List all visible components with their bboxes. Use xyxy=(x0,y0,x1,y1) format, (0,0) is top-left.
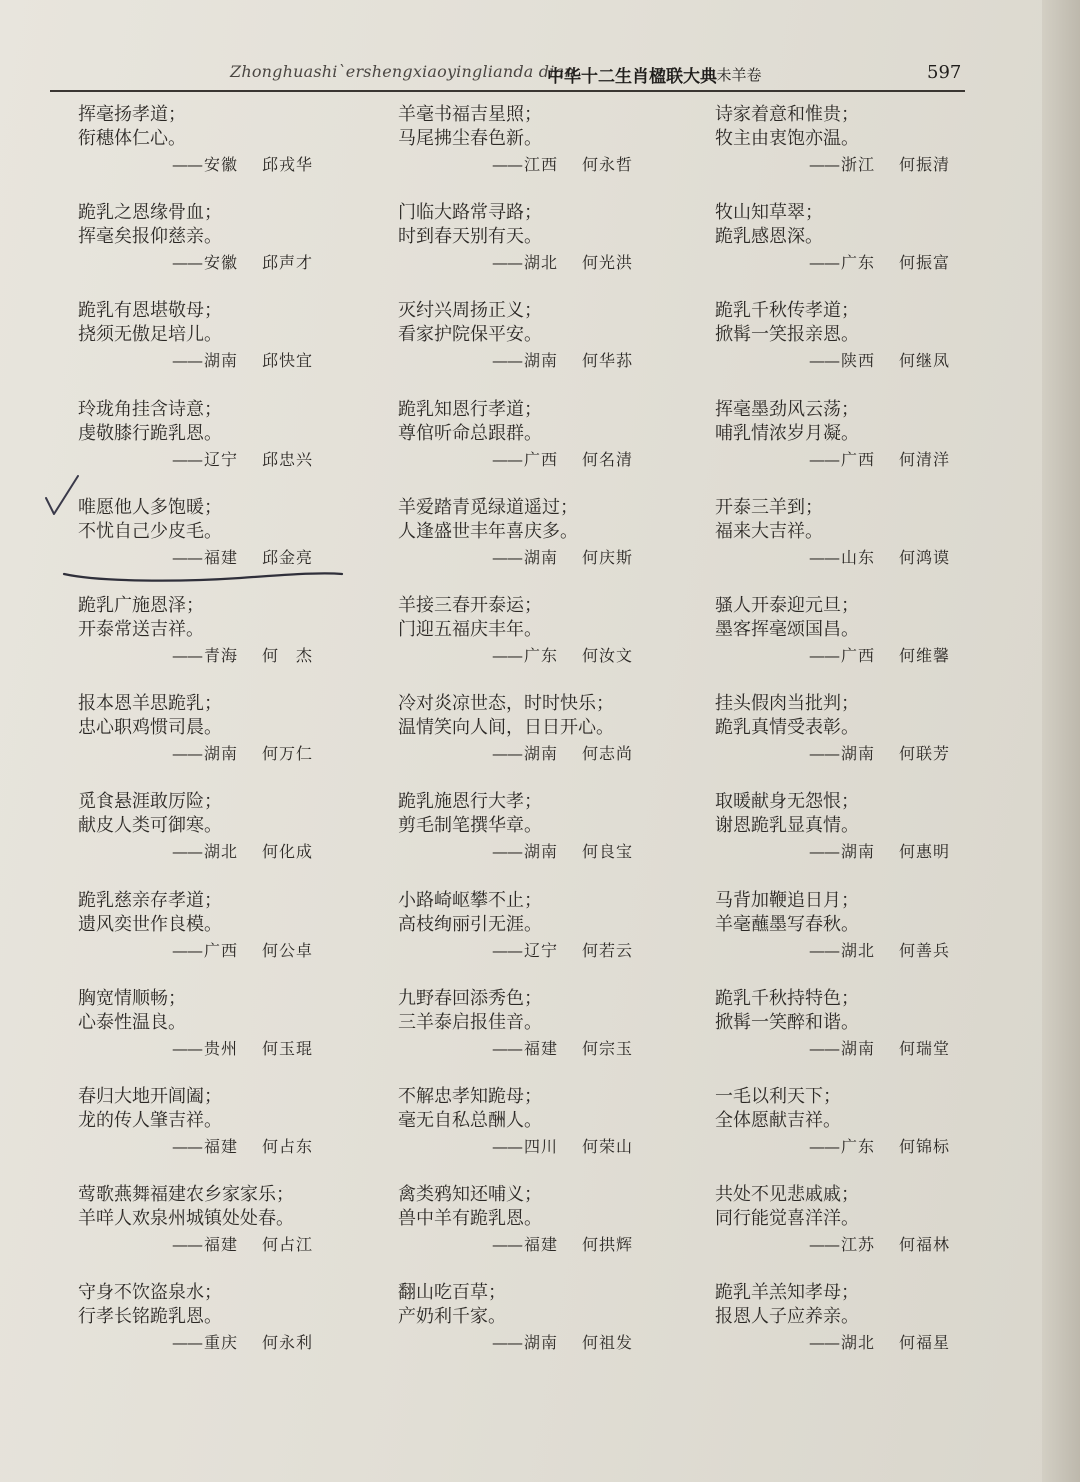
couplet-entry xyxy=(715,103,1035,193)
author-name: 邱快宜 xyxy=(262,351,314,370)
couplet-entry xyxy=(715,692,1035,782)
attribution-dash: —— xyxy=(809,1137,839,1156)
author-province: 福建 xyxy=(204,548,239,567)
author-name: 何良宝 xyxy=(582,842,634,861)
attribution-dash: —— xyxy=(172,1039,202,1058)
couplet-attribution xyxy=(172,448,313,472)
couplet-attribution xyxy=(172,349,313,373)
author-province: 福建 xyxy=(204,1137,239,1156)
couplet-line-second: 高枝绚丽引无涯。 xyxy=(398,914,542,935)
couplet-entry xyxy=(398,987,718,1077)
author-name: 何名清 xyxy=(582,450,634,469)
couplet-entry xyxy=(398,201,718,291)
couplet-line-second: 掀髯一笑报亲恩。 xyxy=(715,324,859,345)
author-name: 何振清 xyxy=(899,155,951,174)
author-province: 山东 xyxy=(841,548,876,567)
author-province: 安徽 xyxy=(204,253,239,272)
couplet-attribution xyxy=(492,251,633,275)
couplet-line-first: 玲珑角挂含诗意； xyxy=(78,399,222,420)
couplet-line-first: 守身不饮盗泉水； xyxy=(78,1282,222,1303)
author-name: 何宗玉 xyxy=(582,1039,634,1058)
couplet-entry xyxy=(715,1085,1035,1175)
author-name: 邱忠兴 xyxy=(262,450,314,469)
couplet-attribution xyxy=(809,448,950,472)
couplet-entry xyxy=(78,889,398,979)
attribution-dash: —— xyxy=(809,1235,839,1254)
author-province: 广西 xyxy=(841,646,876,665)
couplet-line-second: 羊毫蘸墨写春秋。 xyxy=(715,914,859,935)
author-province: 福建 xyxy=(204,1235,239,1254)
couplet-line-second: 掀髯一笑醉和谐。 xyxy=(715,1012,859,1033)
couplet-entry xyxy=(78,790,398,880)
couplet-line-second: 马尾拂尘春色新。 xyxy=(398,128,542,149)
couplet-line-second: 兽中羊有跪乳恩。 xyxy=(398,1208,542,1229)
author-name: 何善兵 xyxy=(899,941,951,960)
couplet-line-first: 莺歌燕舞福建农乡家家乐； xyxy=(78,1184,294,1205)
couplet-attribution xyxy=(809,840,950,864)
couplet-line-second: 门迎五福庆丰年。 xyxy=(398,619,542,640)
couplet-line-second: 行孝长铭跪乳恩。 xyxy=(78,1306,222,1327)
author-name: 何占东 xyxy=(262,1137,314,1156)
couplet-attribution xyxy=(172,153,313,177)
couplet-entry xyxy=(398,692,718,782)
author-province: 陕西 xyxy=(841,351,876,370)
couplet-line-first: 跪乳知恩行孝道； xyxy=(398,399,542,420)
author-name: 何锦标 xyxy=(899,1137,951,1156)
author-province: 贵州 xyxy=(204,1039,239,1058)
couplet-attribution xyxy=(809,153,950,177)
couplet-line-second: 人逢盛世丰年喜庆多。 xyxy=(398,521,578,542)
couplet-attribution xyxy=(809,939,950,963)
couplet-entry xyxy=(398,889,718,979)
couplet-line-second: 跪乳真情受表彰。 xyxy=(715,717,859,738)
author-province: 福建 xyxy=(524,1039,559,1058)
couplet-line-second: 心泰性温良。 xyxy=(78,1012,186,1033)
couplet-line-second: 三羊泰启报佳音。 xyxy=(398,1012,542,1033)
couplet-attribution xyxy=(809,1037,950,1061)
author-name: 何庆斯 xyxy=(582,548,634,567)
couplet-line-first: 牧山知草翠； xyxy=(715,202,823,223)
attribution-dash: —— xyxy=(172,253,202,272)
couplet-line-first: 冷对炎凉世态，时时快乐； xyxy=(398,693,614,714)
author-name: 何惠明 xyxy=(899,842,951,861)
couplet-line-first: 马背加鞭追日月； xyxy=(715,890,859,911)
author-province: 四川 xyxy=(524,1137,559,1156)
author-name: 何光洪 xyxy=(582,253,634,272)
couplet-entry xyxy=(78,987,398,1077)
couplet-line-first: 挥毫扬孝道； xyxy=(78,104,186,125)
attribution-dash: —— xyxy=(172,450,202,469)
attribution-dash: —— xyxy=(492,1137,522,1156)
couplet-line-first: 跪乳千秋传孝道； xyxy=(715,300,859,321)
author-province: 湖南 xyxy=(204,744,239,763)
couplet-line-second: 温情笑向人间，日日开心。 xyxy=(398,717,614,738)
couplet-line-first: 跪乳慈亲存孝道； xyxy=(78,890,222,911)
couplet-entry xyxy=(715,398,1035,488)
author-province: 湖北 xyxy=(841,1333,876,1352)
author-name: 何 杰 xyxy=(262,646,314,665)
couplet-attribution xyxy=(172,939,313,963)
couplet-line-second: 谢恩跪乳显真情。 xyxy=(715,815,859,836)
couplet-attribution xyxy=(172,644,313,668)
couplet-line-first: 挂头假肉当批判； xyxy=(715,693,859,714)
couplet-line-second: 时到春天别有天。 xyxy=(398,226,542,247)
author-province: 广西 xyxy=(524,450,559,469)
couplet-line-second: 跪乳感恩深。 xyxy=(715,226,823,247)
author-province: 湖南 xyxy=(524,548,559,567)
attribution-dash: —— xyxy=(172,155,202,174)
couplet-attribution xyxy=(492,448,633,472)
author-province: 湖南 xyxy=(524,842,559,861)
couplet-line-first: 羊毫书福吉星照； xyxy=(398,104,542,125)
couplet-entry xyxy=(715,1281,1035,1371)
couplet-attribution xyxy=(172,546,313,570)
couplet-line-second: 福来大吉祥。 xyxy=(715,521,823,542)
couplet-line-first: 胸宽情顺畅； xyxy=(78,988,186,1009)
couplet-entry xyxy=(398,299,718,389)
attribution-dash: —— xyxy=(492,351,522,370)
couplet-line-second: 墨客挥毫颂国昌。 xyxy=(715,619,859,640)
couplet-line-first: 取暖献身无怨恨； xyxy=(715,791,859,812)
couplet-line-second: 龙的传人肇吉祥。 xyxy=(78,1110,222,1131)
couplet-line-first: 觅食悬涯敢厉险； xyxy=(78,791,222,812)
couplet-entry xyxy=(715,496,1035,586)
author-name: 何永哲 xyxy=(582,155,634,174)
attribution-dash: —— xyxy=(172,842,202,861)
couplet-entry xyxy=(78,1085,398,1175)
attribution-dash: —— xyxy=(492,744,522,763)
couplet-line-first: 羊爱踏青觅绿道遥过； xyxy=(398,497,578,518)
author-province: 广西 xyxy=(204,941,239,960)
couplet-line-second: 挥毫矣报仰慈亲。 xyxy=(78,226,222,247)
couplet-attribution xyxy=(809,349,950,373)
author-name: 何振富 xyxy=(899,253,951,272)
couplet-line-second: 牧主由衷饱亦温。 xyxy=(715,128,859,149)
couplet-line-second: 全体愿献吉祥。 xyxy=(715,1110,841,1131)
couplet-attribution xyxy=(492,840,633,864)
couplet-attribution xyxy=(492,349,633,373)
attribution-dash: —— xyxy=(172,941,202,960)
attribution-dash: —— xyxy=(809,1333,839,1352)
couplet-line-second: 羊咩人欢泉州城镇处处春。 xyxy=(78,1208,294,1229)
couplet-line-second: 报恩人子应养亲。 xyxy=(715,1306,859,1327)
author-province: 浙江 xyxy=(841,155,876,174)
couplet-attribution xyxy=(492,939,633,963)
couplet-entry xyxy=(78,692,398,782)
couplet-line-first: 春归大地开阊阖； xyxy=(78,1086,222,1107)
couplet-attribution xyxy=(809,1331,950,1355)
author-province: 福建 xyxy=(524,1235,559,1254)
page-number: 597 xyxy=(927,62,962,83)
couplet-line-second: 虔敬膝行跪乳恩。 xyxy=(78,423,222,444)
couplet-line-first: 共处不见悲戚戚； xyxy=(715,1184,859,1205)
attribution-dash: —— xyxy=(809,253,839,272)
couplet-line-second: 挠须无傲足培儿。 xyxy=(78,324,222,345)
couplet-line-first: 跪乳有恩堪敬母； xyxy=(78,300,222,321)
couplet-entry xyxy=(715,299,1035,389)
attribution-dash: —— xyxy=(492,548,522,567)
couplet-line-first: 跪乳广施恩泽； xyxy=(78,595,204,616)
couplet-line-first: 挥毫墨劲风云荡； xyxy=(715,399,859,420)
author-name: 邱声才 xyxy=(262,253,314,272)
attribution-dash: —— xyxy=(492,253,522,272)
couplet-entry xyxy=(78,299,398,389)
attribution-dash: —— xyxy=(172,351,202,370)
attribution-dash: —— xyxy=(492,1039,522,1058)
couplet-line-first: 禽类鸦知还哺义； xyxy=(398,1184,542,1205)
couplet-entry xyxy=(715,594,1035,684)
handwritten-check-mark xyxy=(40,470,85,520)
author-province: 湖南 xyxy=(524,351,559,370)
couplet-line-first: 翻山吃百草； xyxy=(398,1282,506,1303)
couplet-attribution xyxy=(172,251,313,275)
author-province: 湖北 xyxy=(204,842,239,861)
author-province: 辽宁 xyxy=(204,450,239,469)
couplet-entry xyxy=(78,1183,398,1273)
couplet-entry xyxy=(398,1085,718,1175)
author-name: 何鸿谟 xyxy=(899,548,951,567)
author-name: 何玉琨 xyxy=(262,1039,314,1058)
attribution-dash: —— xyxy=(492,646,522,665)
couplet-attribution xyxy=(172,1135,313,1159)
couplet-attribution xyxy=(492,546,633,570)
attribution-dash: —— xyxy=(809,351,839,370)
couplet-attribution xyxy=(172,742,313,766)
author-name: 何若云 xyxy=(582,941,634,960)
author-province: 湖南 xyxy=(841,1039,876,1058)
attribution-dash: —— xyxy=(809,155,839,174)
author-province: 江苏 xyxy=(841,1235,876,1254)
attribution-dash: —— xyxy=(492,155,522,174)
author-province: 湖南 xyxy=(204,351,239,370)
attribution-dash: —— xyxy=(809,646,839,665)
couplet-attribution xyxy=(172,1037,313,1061)
couplet-attribution xyxy=(492,1037,633,1061)
couplet-line-first: 开泰三羊到； xyxy=(715,497,823,518)
couplet-attribution xyxy=(492,742,633,766)
author-name: 何福星 xyxy=(899,1333,951,1352)
author-province: 广东 xyxy=(841,253,876,272)
couplet-line-first: 骚人开泰迎元旦； xyxy=(715,595,859,616)
author-province: 青海 xyxy=(204,646,239,665)
couplet-line-first: 一毛以利天下； xyxy=(715,1086,841,1107)
author-province: 广东 xyxy=(841,1137,876,1156)
couplet-line-first: 小路崎岖攀不止； xyxy=(398,890,542,911)
couplet-line-first: 跪乳千秋持特色； xyxy=(715,988,859,1009)
couplet-line-second: 毫无自私总酬人。 xyxy=(398,1110,542,1131)
author-name: 何汝文 xyxy=(582,646,634,665)
couplet-line-second: 哺乳情浓岁月凝。 xyxy=(715,423,859,444)
couplet-entry xyxy=(78,398,398,488)
couplet-entry xyxy=(715,987,1035,1077)
couplet-line-second: 看家护院保平安。 xyxy=(398,324,542,345)
author-province: 湖南 xyxy=(524,744,559,763)
author-name: 何占江 xyxy=(262,1235,314,1254)
author-name: 何继凤 xyxy=(899,351,951,370)
couplet-line-first: 报本恩羊思跪乳； xyxy=(78,693,222,714)
couplet-line-second: 遗风奕世作良模。 xyxy=(78,914,222,935)
attribution-dash: —— xyxy=(172,1235,202,1254)
author-province: 安徽 xyxy=(204,155,239,174)
header-book-title: 中华十二生肖楹联大典 xyxy=(547,67,717,87)
author-name: 何清洋 xyxy=(899,450,951,469)
couplet-attribution xyxy=(492,644,633,668)
couplet-line-second: 不忧自己少皮毛。 xyxy=(78,521,222,542)
author-name: 何永利 xyxy=(262,1333,314,1352)
author-name: 何祖发 xyxy=(582,1333,634,1352)
couplet-attribution xyxy=(492,1331,633,1355)
couplet-line-first: 九野春回添秀色； xyxy=(398,988,542,1009)
author-province: 辽宁 xyxy=(524,941,559,960)
couplet-entry xyxy=(78,1281,398,1371)
author-province: 江西 xyxy=(524,155,559,174)
couplet-line-second: 尊倌听命总跟群。 xyxy=(398,423,542,444)
couplet-line-second: 产奶利千家。 xyxy=(398,1306,506,1327)
couplet-entry xyxy=(398,496,718,586)
author-name: 何公卓 xyxy=(262,941,314,960)
couplet-line-first: 灭纣兴周扬正义； xyxy=(398,300,542,321)
attribution-dash: —— xyxy=(809,941,839,960)
attribution-dash: —— xyxy=(492,941,522,960)
couplet-entry xyxy=(78,103,398,193)
couplet-attribution xyxy=(172,840,313,864)
couplet-attribution xyxy=(172,1331,313,1355)
couplet-line-second: 忠心职鸡惯司晨。 xyxy=(78,717,222,738)
author-province: 湖南 xyxy=(841,744,876,763)
author-name: 邱戎华 xyxy=(262,155,314,174)
author-province: 湖南 xyxy=(841,842,876,861)
attribution-dash: —— xyxy=(172,646,202,665)
couplet-entry xyxy=(715,889,1035,979)
author-name: 何福林 xyxy=(899,1235,951,1254)
couplet-line-second: 剪毛制笔撰华章。 xyxy=(398,815,542,836)
couplet-entry xyxy=(715,1183,1035,1273)
header-volume: · 未羊卷 xyxy=(707,66,762,84)
couplet-line-first: 羊接三春开泰运； xyxy=(398,595,542,616)
header-rule xyxy=(50,90,965,92)
attribution-dash: —— xyxy=(809,744,839,763)
attribution-dash: —— xyxy=(809,548,839,567)
couplet-line-second: 衔穗体仁心。 xyxy=(78,128,186,149)
attribution-dash: —— xyxy=(492,450,522,469)
couplet-attribution xyxy=(809,1233,950,1257)
attribution-dash: —— xyxy=(809,1039,839,1058)
header-romanized-title: Zhonghuashi`ershengxiaoyinglianda dian xyxy=(230,62,575,81)
author-name: 何拱辉 xyxy=(582,1235,634,1254)
couplet-entry xyxy=(398,1183,718,1273)
couplet-attribution xyxy=(492,153,633,177)
author-province: 湖北 xyxy=(524,253,559,272)
couplet-entry xyxy=(715,790,1035,880)
couplet-attribution xyxy=(809,644,950,668)
attribution-dash: —— xyxy=(492,1235,522,1254)
couplet-attribution xyxy=(172,1233,313,1257)
author-name: 何万仁 xyxy=(262,744,314,763)
attribution-dash: —— xyxy=(172,1137,202,1156)
author-name: 何荣山 xyxy=(582,1137,634,1156)
couplet-attribution xyxy=(809,546,950,570)
couplet-line-first: 不解忠孝知跪母； xyxy=(398,1086,542,1107)
page-edge xyxy=(1042,0,1080,1482)
attribution-dash: —— xyxy=(809,842,839,861)
couplet-entry xyxy=(715,201,1035,291)
couplet-entry xyxy=(78,201,398,291)
couplet-attribution xyxy=(809,1135,950,1159)
couplet-line-first: 跪乳羊羔知孝母； xyxy=(715,1282,859,1303)
couplet-line-first: 唯愿他人多饱暖； xyxy=(78,497,222,518)
couplet-line-second: 同行能觉喜洋洋。 xyxy=(715,1208,859,1229)
couplet-attribution xyxy=(809,251,950,275)
attribution-dash: —— xyxy=(172,744,202,763)
couplet-line-second: 开泰常送吉祥。 xyxy=(78,619,204,640)
couplet-entry xyxy=(398,103,718,193)
couplet-entry xyxy=(398,398,718,488)
attribution-dash: —— xyxy=(492,842,522,861)
couplet-line-first: 跪乳之恩缘骨血； xyxy=(78,202,222,223)
couplet-attribution xyxy=(492,1135,633,1159)
author-name: 何瑞堂 xyxy=(899,1039,951,1058)
author-name: 何化成 xyxy=(262,842,314,861)
author-name: 何维馨 xyxy=(899,646,951,665)
couplet-entry xyxy=(398,594,718,684)
couplet-line-first: 诗家着意和惟贵； xyxy=(715,104,859,125)
author-name: 何联芳 xyxy=(899,744,951,763)
couplet-entry xyxy=(398,1281,718,1371)
couplet-entry xyxy=(78,594,398,684)
handwritten-underline xyxy=(60,568,345,584)
couplet-entry xyxy=(398,790,718,880)
author-province: 广西 xyxy=(841,450,876,469)
couplet-line-first: 门临大路常寻路； xyxy=(398,202,542,223)
attribution-dash: —— xyxy=(809,450,839,469)
author-name: 何华荪 xyxy=(582,351,634,370)
author-name: 邱金亮 xyxy=(262,548,314,567)
couplet-attribution xyxy=(492,1233,633,1257)
author-province: 广东 xyxy=(524,646,559,665)
couplet-line-first: 跪乳施恩行大孝； xyxy=(398,791,542,812)
author-province: 湖北 xyxy=(841,941,876,960)
attribution-dash: —— xyxy=(172,548,202,567)
couplet-attribution xyxy=(809,742,950,766)
author-province: 重庆 xyxy=(204,1333,239,1352)
couplet-line-second: 献皮人类可御寒。 xyxy=(78,815,222,836)
author-name: 何志尚 xyxy=(582,744,634,763)
running-header xyxy=(45,58,965,92)
attribution-dash: —— xyxy=(492,1333,522,1352)
author-province: 湖南 xyxy=(524,1333,559,1352)
attribution-dash: —— xyxy=(172,1333,202,1352)
